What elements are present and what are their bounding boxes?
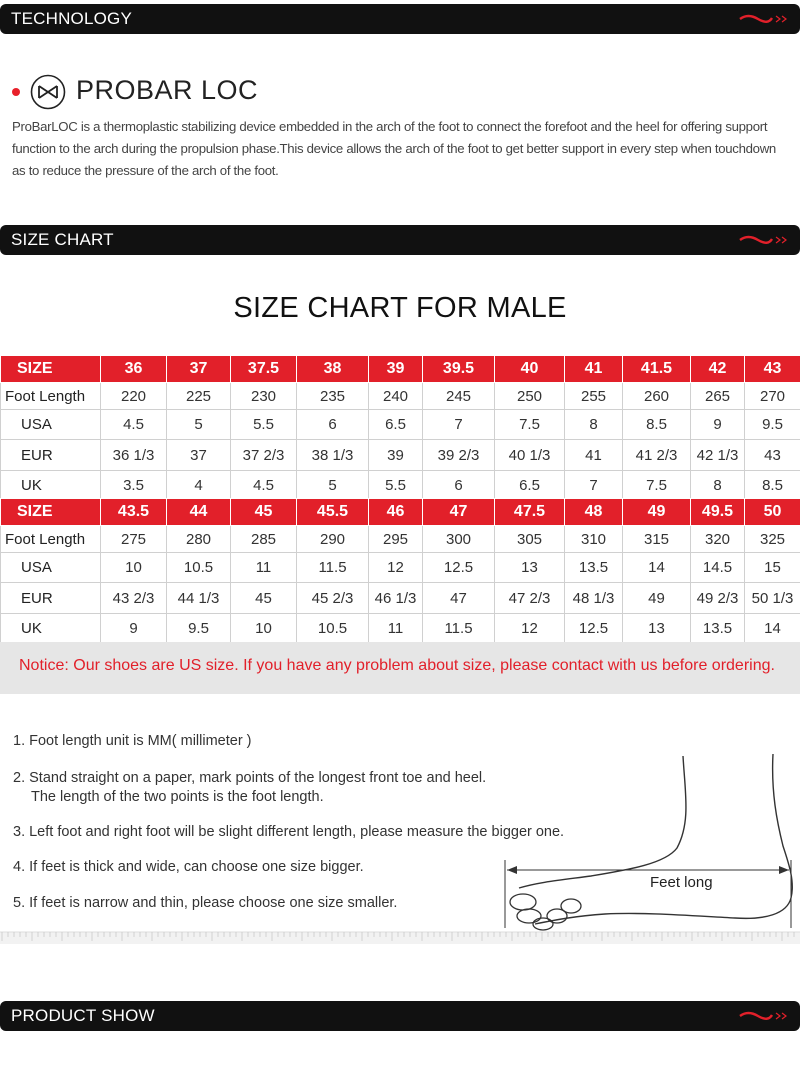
table-cell: 13	[623, 614, 691, 643]
row-label: USA	[1, 553, 101, 583]
table-cell: 49	[623, 583, 691, 614]
table-cell: 46	[369, 499, 423, 526]
table-cell: 5.5	[231, 410, 297, 440]
size-table	[0, 498, 800, 643]
row-label: USA	[1, 410, 101, 440]
ruler-strip	[0, 928, 800, 948]
probar-title: PROBAR LOC	[76, 75, 259, 105]
table-cell: 12.5	[423, 553, 495, 583]
instruction-item: 5. If feet is narrow and thin, please choose one size smaller.	[13, 895, 398, 911]
table-cell: 47 2/3	[495, 583, 565, 614]
table-cell: 6	[297, 410, 369, 440]
foot-outline-icon	[495, 752, 800, 940]
table-cell: 12.5	[565, 614, 623, 643]
table-cell: 9.5	[745, 410, 800, 440]
table-cell: 8.5	[745, 471, 800, 500]
size-table	[0, 355, 800, 500]
section-title: PRODUCT SHOW	[11, 1006, 155, 1025]
instruction-item: The length of the two points is the foot length.	[31, 789, 324, 805]
table-cell: 255	[565, 383, 623, 410]
instruction-item: 2. Stand straight on a paper, mark points of the longest front toe and heel.	[13, 770, 487, 786]
size-chart-section-header	[0, 225, 800, 255]
table-cell: 40	[495, 356, 565, 383]
table-row	[1, 410, 800, 440]
description-line: as to reduce the pressure of the arch of the foot.	[12, 163, 279, 178]
row-label: UK	[1, 471, 101, 500]
table-cell: 10	[101, 553, 167, 583]
table-cell: 13.5	[565, 553, 623, 583]
chart-title: SIZE CHART FOR MALE	[233, 292, 567, 324]
description-line: function to the arch during the propulsion phase.This device allows the arch of the foot to get better support in every step when touchdown	[12, 141, 776, 156]
table-cell: 41.5	[623, 356, 691, 383]
table-cell: 265	[691, 383, 745, 410]
row-label: UK	[1, 614, 101, 643]
row-label: EUR	[1, 440, 101, 471]
table-cell: 11.5	[297, 553, 369, 583]
row-label: SIZE	[1, 499, 101, 526]
table-row	[1, 526, 800, 553]
table-row	[1, 583, 800, 614]
table-cell: 40 1/3	[495, 440, 565, 471]
product-show-section-header	[0, 1001, 800, 1031]
table-cell: 50	[745, 499, 800, 526]
table-cell: 37	[167, 356, 231, 383]
table-cell: 14	[623, 553, 691, 583]
table-cell: 45 2/3	[297, 583, 369, 614]
table-cell: 11	[369, 614, 423, 643]
technology-section-header	[0, 4, 800, 34]
table-cell: 47	[423, 499, 495, 526]
table-cell: 4.5	[231, 471, 297, 500]
table-cell: 235	[297, 383, 369, 410]
table-cell: 48 1/3	[565, 583, 623, 614]
table-cell: 39	[369, 440, 423, 471]
table-cell: 36 1/3	[101, 440, 167, 471]
table-cell: 280	[167, 526, 231, 553]
table-row	[1, 499, 800, 526]
table-cell: 295	[369, 526, 423, 553]
brand-logo-icon	[736, 232, 792, 248]
table-cell: 49.5	[691, 499, 745, 526]
table-cell: 7.5	[623, 471, 691, 500]
table-cell: 49	[623, 499, 691, 526]
table-cell: 41	[565, 356, 623, 383]
table-row	[1, 553, 800, 583]
table-cell: 7	[565, 471, 623, 500]
table-cell: 36	[101, 356, 167, 383]
notice-banner	[0, 642, 800, 694]
table-cell: 4	[167, 471, 231, 500]
instruction-item: 1. Foot length unit is MM( millimeter )	[13, 733, 252, 749]
instruction-item: 3. Left foot and right foot will be slight different length, please measure the bigger one.	[13, 824, 565, 840]
table-cell: 6.5	[369, 410, 423, 440]
table-cell: 50 1/3	[745, 583, 800, 614]
row-label: SIZE	[1, 356, 101, 383]
table-cell: 4.5	[101, 410, 167, 440]
table-cell: 8.5	[623, 410, 691, 440]
table-cell: 14	[745, 614, 800, 643]
table-cell: 37.5	[231, 356, 297, 383]
table-cell: 240	[369, 383, 423, 410]
table-cell: 11	[231, 553, 297, 583]
table-cell: 5.5	[369, 471, 423, 500]
table-row	[1, 440, 800, 471]
table-row	[1, 383, 800, 410]
table-cell: 43	[745, 440, 800, 471]
table-row	[1, 471, 800, 500]
table-cell: 39 2/3	[423, 440, 495, 471]
table-cell: 43	[745, 356, 800, 383]
bullet-dot-icon	[12, 88, 20, 96]
table-row	[1, 356, 800, 383]
table-cell: 49 2/3	[691, 583, 745, 614]
table-cell: 5	[167, 410, 231, 440]
table-cell: 37 2/3	[231, 440, 297, 471]
table-cell: 15	[745, 553, 800, 583]
table-cell: 8	[565, 410, 623, 440]
table-cell: 6.5	[495, 471, 565, 500]
table-cell: 6	[423, 471, 495, 500]
table-cell: 48	[565, 499, 623, 526]
description-line: ProBarLOC is a thermoplastic stabilizing device embedded in the arch of the foot to connect the forefoot and the heel for offering support	[12, 119, 768, 134]
table-cell: 7	[423, 410, 495, 440]
table-cell: 9	[691, 410, 745, 440]
table-cell: 10.5	[167, 553, 231, 583]
table-cell: 44	[167, 499, 231, 526]
probar-description	[12, 116, 792, 182]
table-cell: 45	[231, 499, 297, 526]
table-cell: 260	[623, 383, 691, 410]
table-cell: 315	[623, 526, 691, 553]
instruction-item: 4. If feet is thick and wide, can choose one size bigger.	[13, 859, 364, 875]
table-cell: 245	[423, 383, 495, 410]
table-cell: 37	[167, 440, 231, 471]
table-cell: 250	[495, 383, 565, 410]
table-cell: 9.5	[167, 614, 231, 643]
section-title: TECHNOLOGY	[11, 9, 133, 28]
table-cell: 320	[691, 526, 745, 553]
table-cell: 270	[745, 383, 800, 410]
table-cell: 39.5	[423, 356, 495, 383]
table-cell: 41	[565, 440, 623, 471]
table-row	[1, 614, 800, 643]
table-cell: 10	[231, 614, 297, 643]
row-label: EUR	[1, 583, 101, 614]
table-cell: 7.5	[495, 410, 565, 440]
table-cell: 44 1/3	[167, 583, 231, 614]
table-cell: 325	[745, 526, 800, 553]
feet-long-label: Feet long	[650, 874, 713, 891]
table-cell: 275	[101, 526, 167, 553]
table-cell: 3.5	[101, 471, 167, 500]
table-cell: 47.5	[495, 499, 565, 526]
table-cell: 310	[565, 526, 623, 553]
table-cell: 46 1/3	[369, 583, 423, 614]
table-cell: 11.5	[423, 614, 495, 643]
table-cell: 43.5	[101, 499, 167, 526]
brand-logo-icon	[736, 1008, 792, 1024]
table-cell: 14.5	[691, 553, 745, 583]
table-cell: 220	[101, 383, 167, 410]
table-cell: 230	[231, 383, 297, 410]
table-cell: 12	[369, 553, 423, 583]
table-cell: 5	[297, 471, 369, 500]
table-cell: 300	[423, 526, 495, 553]
table-cell: 43 2/3	[101, 583, 167, 614]
table-cell: 38	[297, 356, 369, 383]
notice-text: Notice: Our shoes are US size. If you have any problem about size, please contact with us before ordering.	[19, 657, 775, 674]
table-cell: 39	[369, 356, 423, 383]
table-cell: 45	[231, 583, 297, 614]
table-cell: 13	[495, 553, 565, 583]
table-cell: 285	[231, 526, 297, 553]
section-title: SIZE CHART	[11, 230, 114, 249]
table-cell: 47	[423, 583, 495, 614]
brand-logo-icon	[736, 11, 792, 27]
table-cell: 13.5	[691, 614, 745, 643]
table-cell: 38 1/3	[297, 440, 369, 471]
table-cell: 10.5	[297, 614, 369, 643]
row-label: Foot Length	[1, 383, 101, 410]
table-cell: 41 2/3	[623, 440, 691, 471]
table-cell: 42	[691, 356, 745, 383]
table-cell: 45.5	[297, 499, 369, 526]
table-cell: 12	[495, 614, 565, 643]
table-cell: 305	[495, 526, 565, 553]
probar-loc-icon	[30, 74, 66, 110]
table-cell: 225	[167, 383, 231, 410]
table-cell: 42 1/3	[691, 440, 745, 471]
table-cell: 290	[297, 526, 369, 553]
table-cell: 9	[101, 614, 167, 643]
row-label: Foot Length	[1, 526, 101, 553]
table-cell: 8	[691, 471, 745, 500]
